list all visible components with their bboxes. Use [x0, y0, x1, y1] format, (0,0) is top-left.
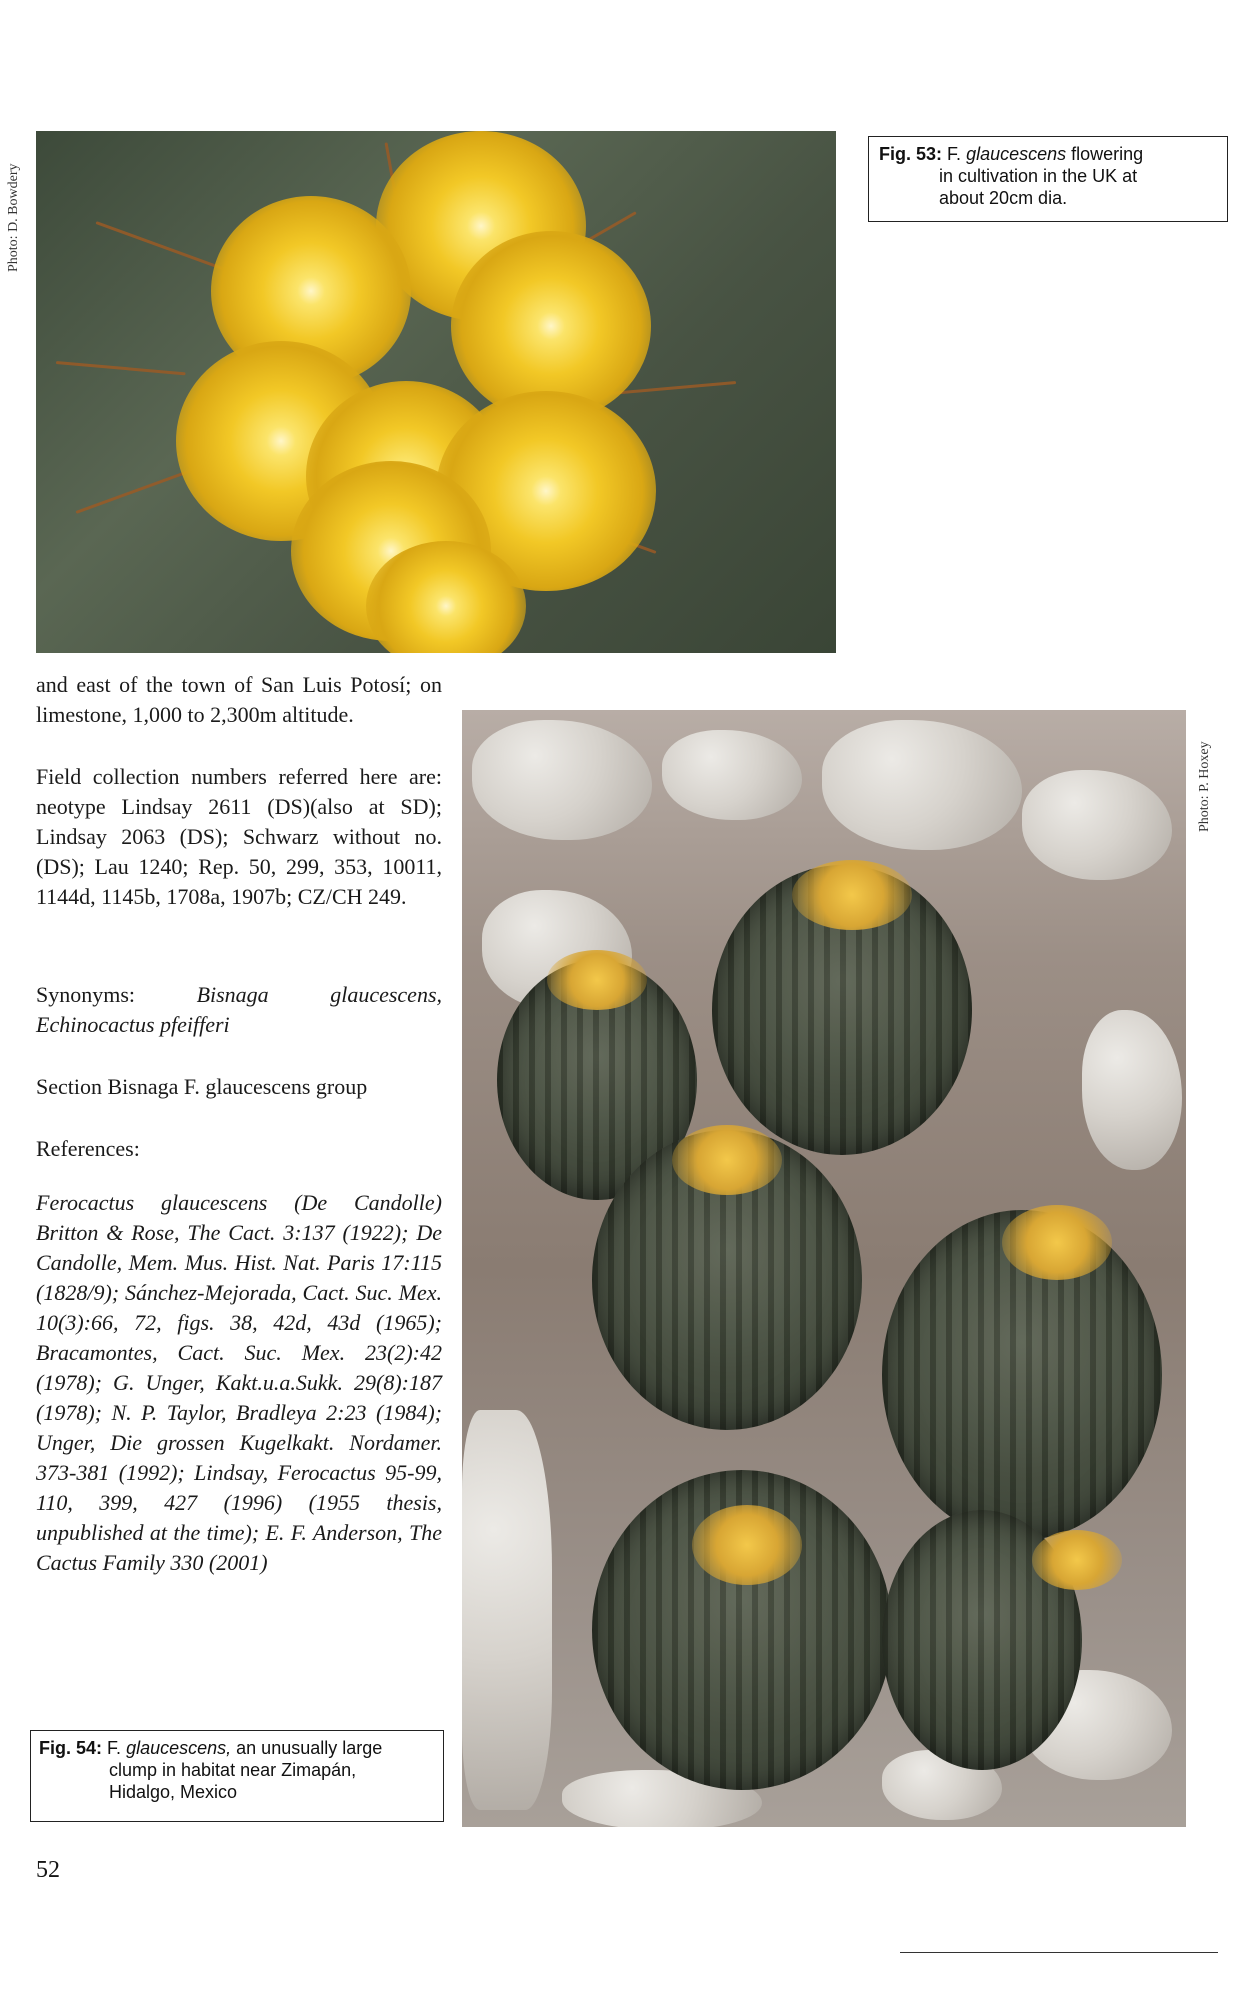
field-collection-paragraph: Field collection numbers referred here are: neotype Lindsay 2611 (DS)(also at SD); Lindsay 2063 (DS); Schwarz without no. (DS); Lau 1240; Rep. 50, 299, 353, 10011, 1144d, 1145b, 1708a, 1907b; CZ/CH 249. — [36, 764, 442, 909]
fig53-caption — [868, 136, 1228, 222]
page-number: 52 — [36, 1857, 60, 1883]
section-line: Section Bisnaga F. glaucescens group — [36, 1074, 368, 1099]
locality-paragraph: and east of the town of San Luis Potosí; on limestone, 1,000 to 2,300m altitude. — [36, 672, 442, 727]
fig53-label: Fig. 53: — [879, 144, 943, 164]
fig53-genus: F. — [947, 144, 962, 164]
fig54-species: glaucescens, — [126, 1738, 232, 1758]
footer-rule — [900, 1952, 1218, 1953]
fig53-text-2: in cultivation in the UK at — [939, 166, 1138, 186]
fig54-caption — [30, 1730, 444, 1822]
fig54-genus: F. — [107, 1738, 122, 1758]
photo-credit-hoxey: Photo: P. Hoxey — [1197, 741, 1212, 832]
references-heading: References: — [36, 1136, 140, 1161]
synonyms-names: Bisnaga glaucescens, Echinocactus pfeifferi — [36, 982, 442, 1037]
synonyms-paragraph — [36, 980, 442, 1040]
fig54-photo-cactus-clump — [462, 710, 1186, 1827]
fig53-photo-flowering-cactus — [36, 131, 836, 653]
photo-credit-bowdery: Photo: D. Bowdery — [6, 163, 21, 272]
fig54-text-1: an unusually large — [236, 1738, 383, 1758]
references-list: Ferocactus glaucescens (De Candolle) Britton & Rose, The Cact. 3:137 (1922); De Candolle, Mem. Mus. Hist. Nat. Paris 17:115 (1828/9); Sánchez-Mejorada, Cact. Suc. Mex. 10(3):66, 72, figs. 38, 42d, 43d (1965); Bracamontes, Cact. Suc. Mex. 23(2):42 (1978); G. Unger, Kakt.u.a.Sukk. 29(8):187 (1978); N. P. Taylor, Bradleya 2:23 (1984); Unger, Die grossen Kugelkakt. Nordamer. 373-381 (1992); Lindsay, Ferocactus 95-99, 110, 399, 427 (1996) (1955 thesis, unpublished at the time); E. F. Anderson, The Cactus Family 330 (2001) — [36, 1190, 442, 1575]
fig53-text-3: about 20cm dia. — [939, 188, 1068, 208]
fig54-label: Fig. 54: — [39, 1738, 103, 1758]
fig53-text-1: flowering — [1071, 144, 1144, 164]
synonyms-label: Synonyms: — [36, 982, 136, 1007]
fig53-species: glaucescens — [966, 144, 1067, 164]
fig54-text-3: Hidalgo, Mexico — [109, 1782, 238, 1802]
fig54-text-2: clump in habitat near Zimapán, — [109, 1760, 357, 1780]
